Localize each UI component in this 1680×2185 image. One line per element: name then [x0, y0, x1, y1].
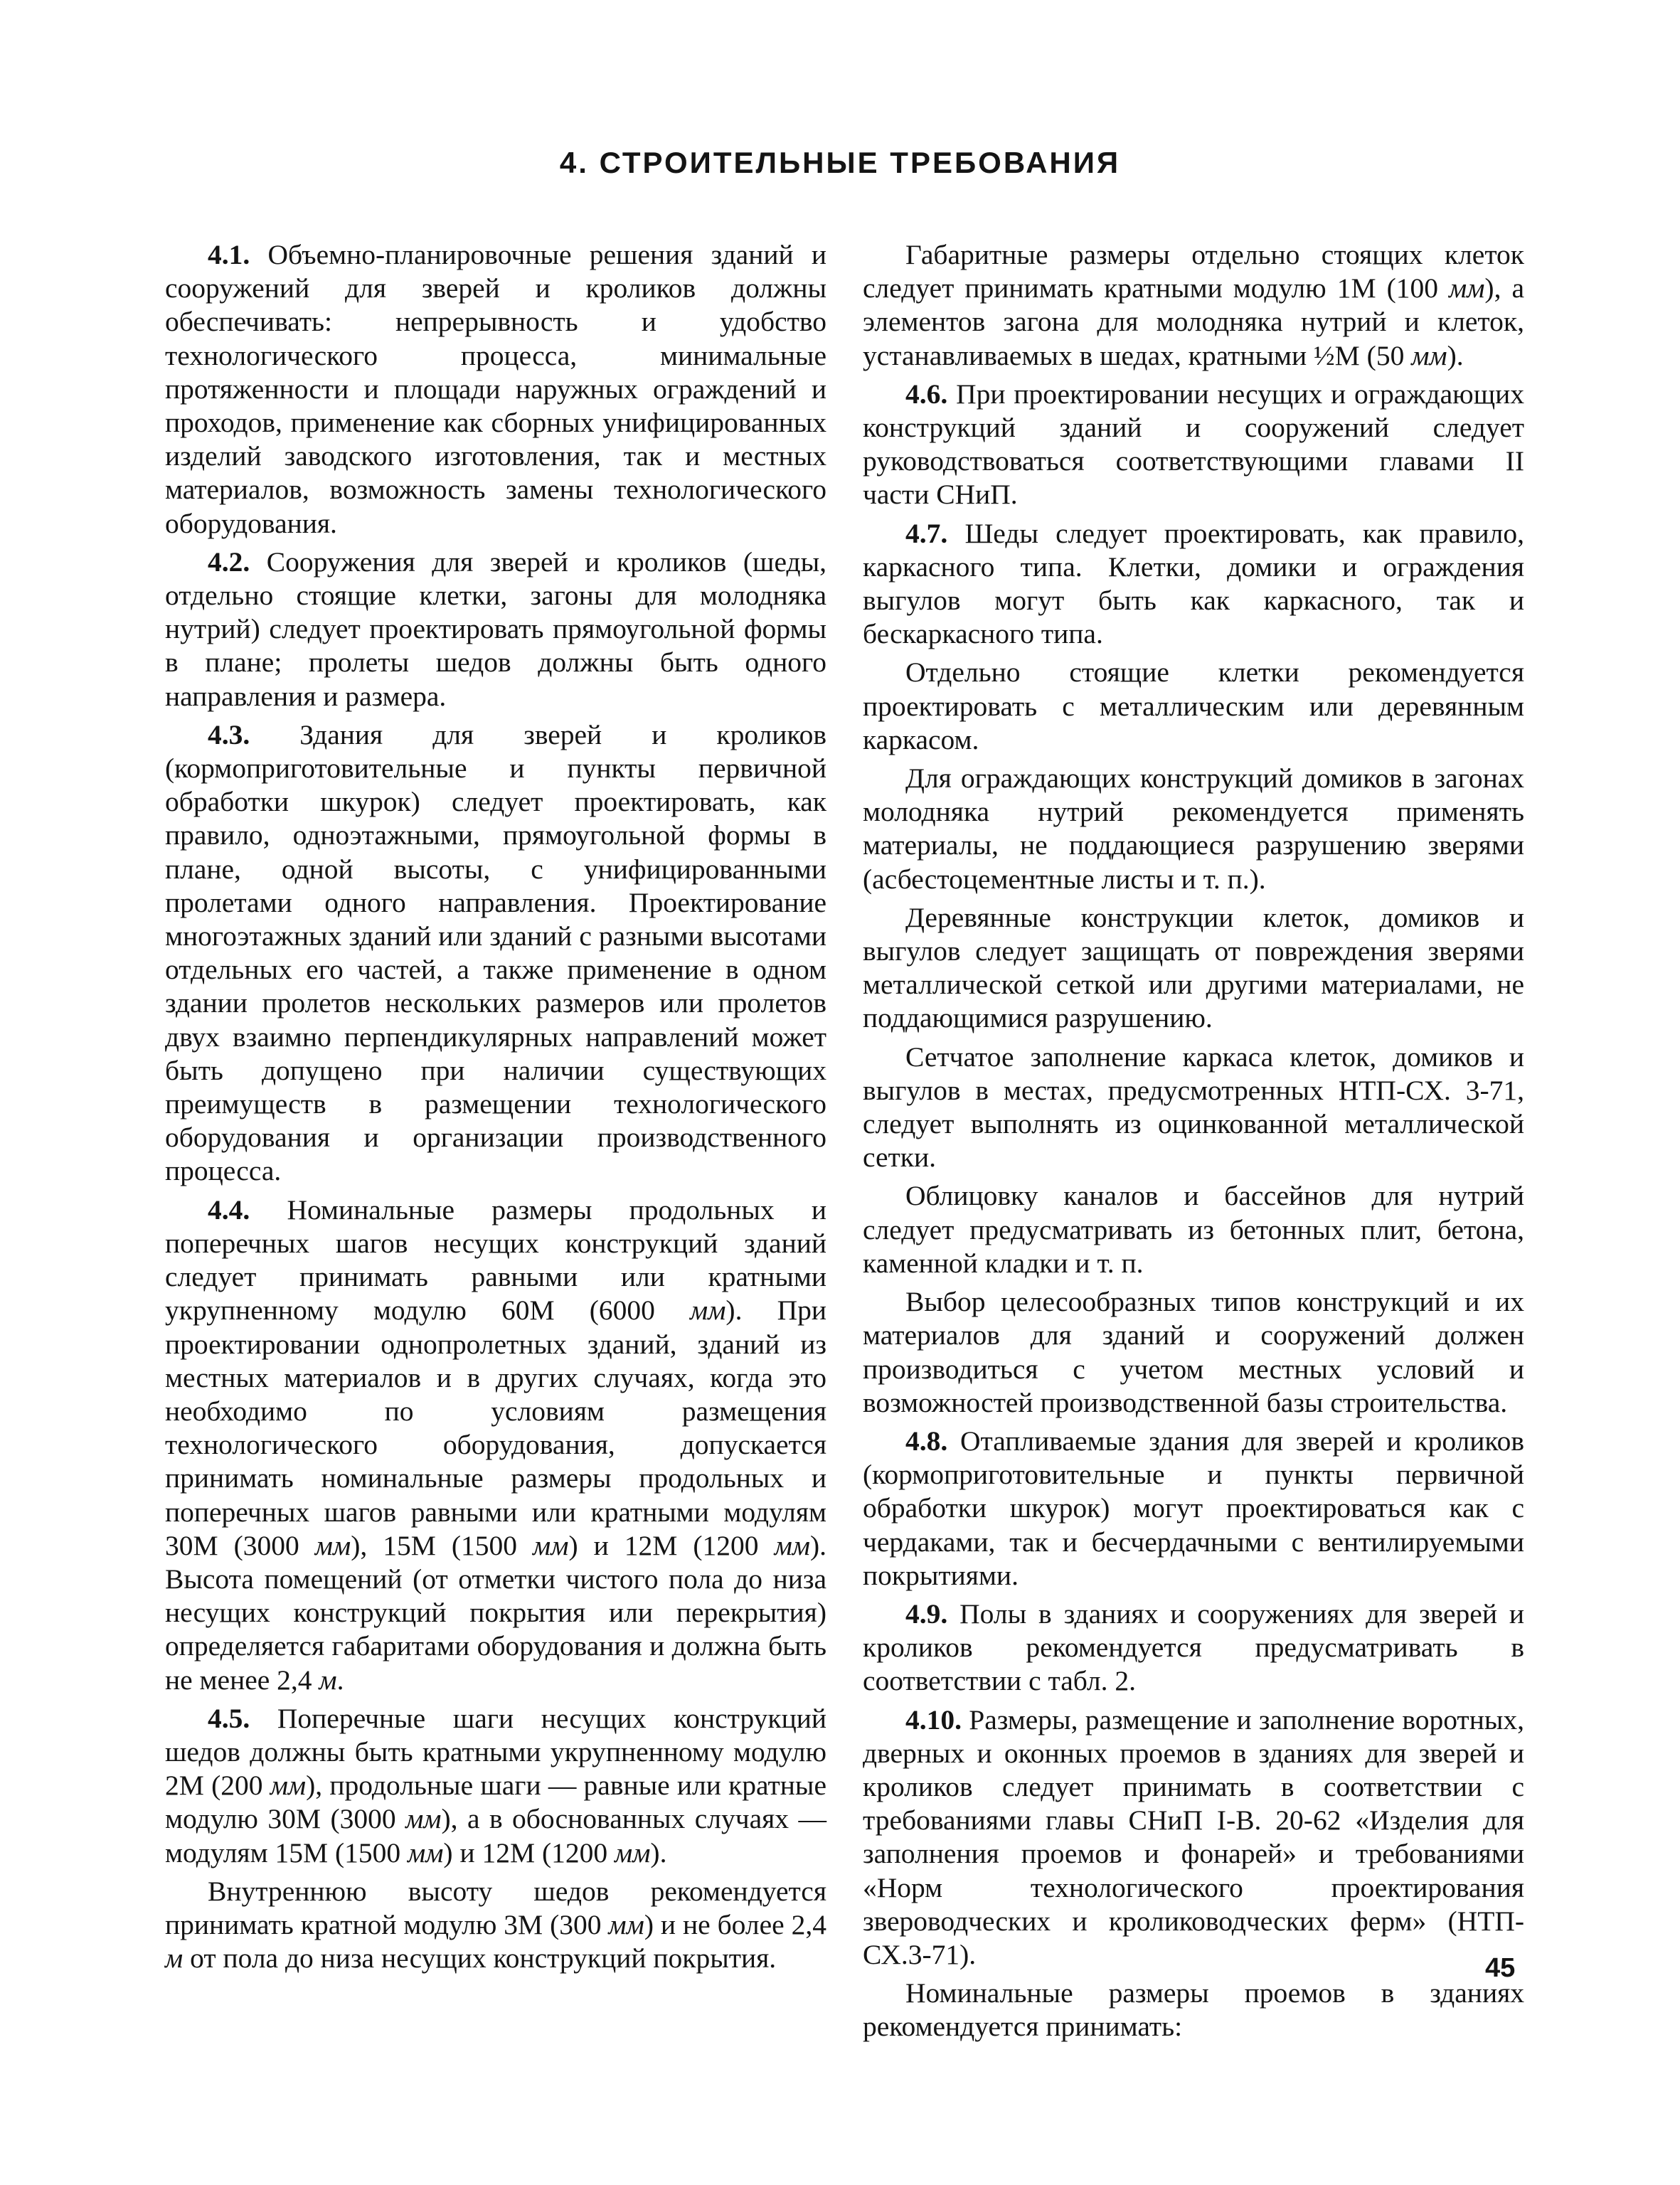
clause-number: 4.9.: [905, 1597, 948, 1630]
paragraph-text: Габаритные размеры отдельно стоящих клеток следует принимать кратными модулю 1М (100 мм), а элементов загона для молодняка нутрий и клеток, устанавливаемых в шедах, кратными ½М (50 мм).: [863, 239, 1524, 371]
paragraph: [165, 1702, 826, 1870]
paragraph: [165, 238, 826, 541]
paragraph-text: Отапливаемые здания для зверей и кроликов (кормоприготовительные и пункты первичной обработки шкурок) могут проектироваться как с чердаками, так и бесчердачными с вентилируемыми покрытиями.: [863, 1425, 1524, 1591]
paragraph-text: Облицовку каналов и бассейнов для нутрий следует предусматривать из бетонных плит, бетона, каменной кладки и т. п.: [863, 1180, 1524, 1279]
paragraph: [863, 238, 1524, 373]
paragraph-text: Деревянные конструкции клеток, домиков и выгулов следует защищать от повреждения зверями металлической сеткой или другими материалами, не поддающимися разрушению.: [863, 901, 1524, 1034]
clause-number: 4.10.: [905, 1703, 962, 1735]
paragraph-text: Размеры, размещение и заполнение воротных, дверных и оконных проемов в зданиях для зверей и кроликов следует принимать в соответствии с требованиями главы СНиП I-В. 20-62 «Изделия для заполнения проемов и фонарей» и требованиями «Норм технологического проектирования звероводческих и кролиководческих ферм» (НТП-СХ.3-71).: [863, 1703, 1524, 1970]
clause-number: 4.8.: [905, 1425, 948, 1457]
page-number: 45: [1485, 1953, 1516, 1983]
paragraph-text: Для ограждающих конструкций домиков в загонах молодняка нутрий рекомендуется применять материалы, не поддающиеся разрушению зверями (асбестоцементные листы и т. п.).: [863, 762, 1524, 895]
paragraph-text: Выбор целесообразных типов конструкций и их материалов для зданий и сооружений должен производиться с учетом местных условий и возможностей производственной базы строительства.: [863, 1286, 1524, 1418]
section-title: 4. СТРОИТЕЛЬНЫЕ ТРЕБОВАНИЯ: [559, 146, 1121, 179]
paragraph: [165, 546, 826, 713]
paragraph-text: Отдельно стоящие клетки рекомендуется проектировать с металлическим или деревянным каркасом.: [863, 656, 1524, 755]
paragraph-text: Шеды следует проектировать, как правило, каркасного типа. Клетки, домики и ограждения выгулов могут быть как каркасного, так и бескаркасного типа.: [863, 517, 1524, 650]
paragraph: [863, 656, 1524, 757]
paragraph: [863, 1977, 1524, 2043]
paragraph-text: Номинальные размеры продольных и поперечных шагов несущих конструкций зданий следует принимать равными или кратными укрупненному модулю 60М (6000 мм). При проектировании однопролетных зданий, зданий из местных материалов и в других случаях, когда это необходимо по условиям размещения технологического оборудования, допускается принимать номинальные размеры продольных и поперечных шагов равными или кратными модулям 30М (3000 мм), 15М (1500 мм) и 12М (1200 мм). Высота помещений (от отметки чистого пола до низа несущих конструкций покрытия или перекрытия) определяется габаритами оборудования и должна быть не менее 2,4 м.: [165, 1193, 827, 1696]
paragraph: [863, 1041, 1524, 1175]
clause-number: 4.5.: [208, 1702, 250, 1734]
paragraph: [863, 378, 1524, 512]
clause-number: 4.7.: [905, 517, 948, 549]
paragraph: [863, 1425, 1524, 1593]
paragraph-text: Объемно-планировочные решения зданий и сооружений для зверей и кроликов должны обеспечивать: непрерывность и удобство технологического процесса, минимальные протяженности и площади наружных ограждений и проходов, применение как сборных унифицированных изделий заводского изготовления, так и местных материалов, возможность замены технологического оборудования.: [165, 239, 827, 539]
clause-number: 4.2.: [208, 546, 250, 578]
paragraph: [165, 718, 826, 1189]
paragraph: [863, 762, 1524, 896]
paragraph: [863, 517, 1524, 652]
clause-number: 4.6.: [905, 378, 948, 410]
paragraph-text: Поперечные шаги несущих конструкций шедов должны быть кратными укрупненному модулю 2М (200 мм), продольные шаги — равные или кратные модулю 30М (3000 мм), а в обоснованных случаях — модулям 15М (1500 мм) и 12М (1200 мм).: [165, 1702, 827, 1868]
paragraph: [863, 1285, 1524, 1420]
clause-number: 4.3.: [208, 718, 250, 750]
paragraph: [863, 1703, 1524, 1972]
paragraph-text: При проектировании несущих и ограждающих конструкций зданий и сооружений следует руководствоваться соответствующими главами II части СНиП.: [863, 378, 1524, 511]
right-column: [863, 238, 1524, 2049]
paragraph: [863, 1179, 1524, 1280]
paragraph: [165, 1875, 826, 1976]
clause-number: 4.4.: [208, 1193, 250, 1226]
paragraph-text: Внутреннюю высоту шедов рекомендуется принимать кратной модулю 3М (300 мм) и не более 2,4 м от пола до низа несущих конструкций покрытия.: [165, 1875, 826, 1974]
paragraph: [863, 1597, 1524, 1698]
left-column: [165, 238, 826, 1980]
clause-number: 4.1.: [208, 239, 250, 270]
paragraph-text: Сооружения для зверей и кроликов (шеды, отдельно стоящие клетки, загоны для молодняка нутрий) следует проектировать прямоугольной формы в плане; пролеты шедов должны быть одного направления и размера.: [165, 546, 826, 712]
paragraph-text: Номинальные размеры проемов в зданиях рекомендуется принимать:: [863, 1977, 1524, 2043]
paragraph: [165, 1193, 826, 1697]
paragraph-text: Здания для зверей и кроликов (кормоприготовительные и пункты первичной обработки шкурок) следует проектировать, как правило, одноэтажными, прямоугольной формы в плане, одной высоты, с унифицированными пролетами одного направления. Проектирование многоэтажных зданий или зданий с разными высотами отдельных его частей, а также применение в одном здании пролетов нескольких размеров или пролетов двух взаимно перпендикулярных направлений может быть допущено при наличии существующих преимуществ в размещении технологического оборудования и организации производственного процесса.: [165, 718, 827, 1187]
paragraph-text: Сетчатое заполнение каркаса клеток, домиков и выгулов в местах, предусмотренных НТП-СХ. 3-71, следует выполнять из оцинкованной металлической сетки.: [863, 1041, 1524, 1174]
paragraph-text: Полы в зданиях и сооружениях для зверей и кроликов рекомендуется предусматривать в соответствии с табл. 2.: [863, 1597, 1525, 1697]
paragraph: [863, 901, 1524, 1036]
